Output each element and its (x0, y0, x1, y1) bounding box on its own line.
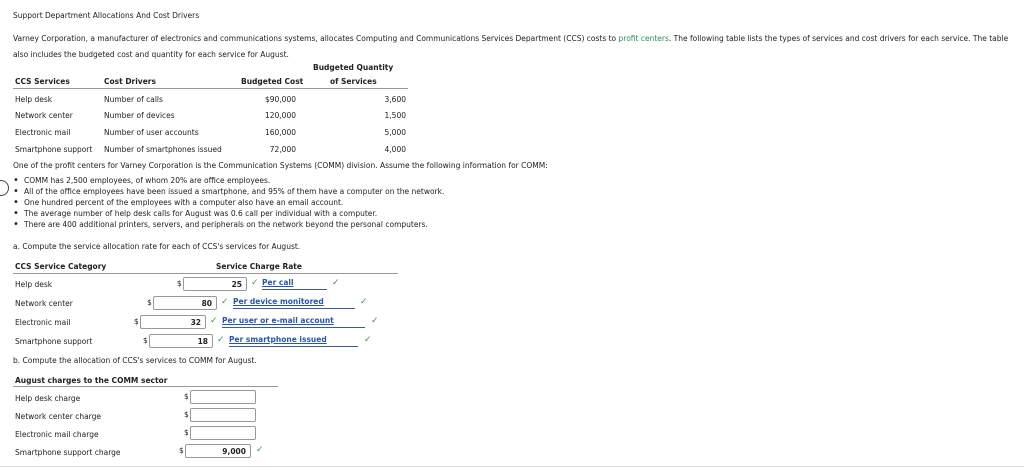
comm-facts-list (12, 175, 444, 230)
check-icon: ✓ (364, 335, 372, 345)
currency-symbol: $ (134, 317, 139, 326)
cost-driver: Number of user accounts (104, 128, 199, 137)
budgeted-qty: 5,000 (384, 128, 406, 137)
rate-row-label: Electronic mail (15, 318, 71, 327)
check-icon: ✓ (332, 278, 340, 288)
network-center-rate-input[interactable] (153, 296, 217, 310)
list-item: • The average number of help desk calls for August was 0.6 call per individual with a computer. (12, 208, 444, 219)
budgeted-cost: 160,000 (264, 128, 296, 137)
rate-row-label: Smartphone support (15, 337, 93, 346)
budgeted-cost: $90,000 (264, 95, 296, 104)
input-value: 18 (197, 337, 208, 346)
charges-header-divider (13, 386, 278, 387)
email-unit-select[interactable] (222, 316, 365, 328)
check-icon: ✓ (217, 335, 225, 345)
check-icon: ✓ (256, 445, 264, 455)
rate-row-label: Network center (15, 299, 73, 308)
charge-row-label: Smartphone support charge (15, 448, 121, 457)
qty-header-line1: Budgeted Quantity (313, 63, 394, 72)
budgeted-cost: 120,000 (264, 111, 296, 120)
smartphone-unit-select[interactable] (229, 335, 358, 347)
currency-symbol: $ (184, 392, 189, 401)
qty-header-line2: of Services (330, 77, 377, 86)
currency-symbol: $ (184, 410, 189, 419)
list-item: • There are 400 additional printers, servers, and peripherals on the network beyond the personal computers. (12, 219, 444, 230)
currency-symbol: $ (177, 279, 182, 288)
smartphone-rate-input[interactable] (149, 334, 213, 348)
service-name: Network center (15, 111, 73, 120)
help-desk-unit-select[interactable] (262, 278, 327, 290)
select-value: Per device monitored (233, 297, 324, 306)
part-b-prompt: b. Compute the allocation of CCS's services to COMM for August. (13, 356, 257, 365)
currency-symbol: $ (143, 336, 148, 345)
select-value: Per user or e-mail account (222, 316, 334, 325)
services-header: CCS Services (15, 77, 70, 86)
rate-header: Service Charge Rate (216, 262, 302, 271)
currency-symbol: $ (147, 298, 152, 307)
input-value: 9,000 (222, 447, 246, 456)
list-item: • All of the office employees have been issued a smartphone, and 95% of them have a computer on the network. (12, 186, 444, 197)
email-charge-input[interactable] (190, 426, 256, 440)
list-item: • One hundred percent of the employees with a computer also have an email account. (12, 197, 444, 208)
part-a-prompt: a. Compute the service allocation rate for each of CCS's services for August. (13, 242, 301, 251)
intro-text-2: . The following table lists the types of services and cost drivers for each service. The table also includes the budgeted cost and quantity for each service for August. (13, 34, 1009, 59)
list-item: • COMM has 2,500 employees, of whom 20% are office employees. (12, 175, 444, 186)
cost-driver: Number of devices (104, 111, 175, 120)
help-desk-rate-input[interactable] (183, 277, 247, 291)
network-center-unit-select[interactable] (233, 297, 355, 309)
comm-intro: One of the profit centers for Varney Corporation is the Communication Systems (COMM) division. Assume the following information for COMM: (13, 161, 548, 170)
charge-row-label: Network center charge (15, 412, 102, 421)
rate-row-label: Help desk (15, 280, 53, 289)
intro-text-1: Varney Corporation, a manufacturer of electronics and communications systems, allocates Computing and Communications Services Department (CCS) costs to (13, 34, 619, 43)
charges-header: August charges to the COMM sector (15, 376, 168, 385)
currency-symbol: $ (179, 446, 184, 455)
input-value: 25 (231, 280, 242, 289)
cost-header: Budgeted Cost (241, 77, 304, 86)
check-icon: ✓ (371, 316, 379, 326)
intro-paragraph (13, 31, 1023, 63)
drivers-header: Cost Drivers (104, 77, 156, 86)
page-divider (0, 466, 1024, 467)
check-icon: ✓ (360, 297, 368, 307)
scroll-indicator-icon[interactable] (0, 180, 9, 196)
charge-row-label: Help desk charge (15, 394, 81, 403)
budgeted-qty: 3,600 (384, 95, 406, 104)
service-name: Electronic mail (15, 128, 71, 137)
currency-symbol: $ (184, 428, 189, 437)
help-desk-charge-input[interactable] (190, 390, 256, 404)
service-name: Smartphone support (15, 145, 93, 154)
budgeted-qty: 4,000 (384, 145, 406, 154)
smartphone-charge-input[interactable] (185, 444, 251, 458)
budgeted-cost: 72,000 (269, 145, 296, 154)
profit-centers-link[interactable]: profit centers (618, 34, 669, 43)
cost-driver: Number of smartphones issued (104, 145, 222, 154)
charge-row-label: Electronic mail charge (15, 430, 99, 439)
service-name: Help desk (15, 95, 53, 104)
email-rate-input[interactable] (140, 315, 206, 329)
category-header: CCS Service Category (15, 262, 107, 271)
check-icon: ✓ (251, 278, 259, 288)
rate-header-divider (13, 273, 398, 274)
budgeted-qty: 1,500 (384, 111, 406, 120)
header-divider (13, 88, 408, 89)
select-value: Per call (262, 278, 294, 287)
cost-driver: Number of calls (104, 95, 163, 104)
network-center-charge-input[interactable] (190, 408, 256, 422)
page-title: Support Department Allocations And Cost Drivers (13, 11, 200, 20)
input-value: 32 (190, 318, 201, 327)
input-value: 80 (201, 299, 212, 308)
check-icon: ✓ (221, 297, 229, 307)
select-value: Per smartphone issued (229, 335, 327, 344)
check-icon: ✓ (210, 316, 218, 326)
